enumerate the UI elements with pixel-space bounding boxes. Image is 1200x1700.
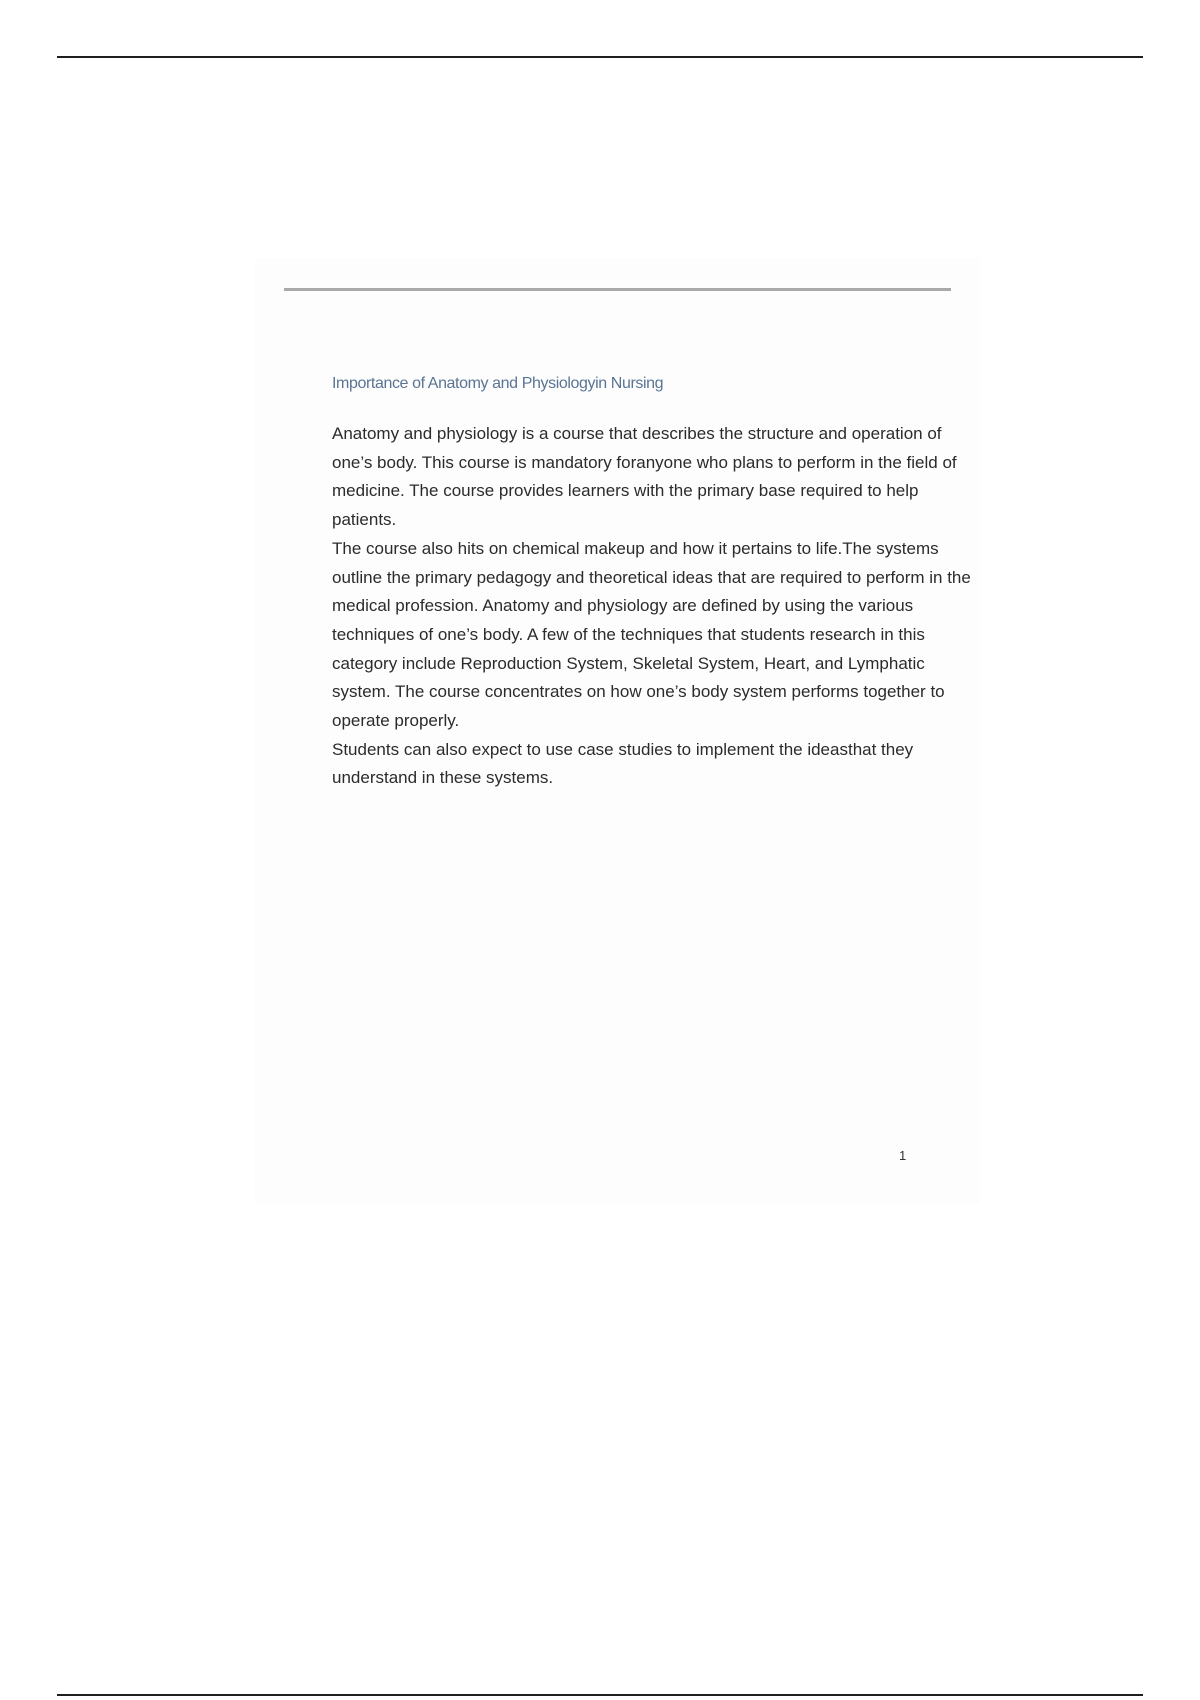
document-body — [332, 420, 972, 793]
bottom-border-line — [57, 1694, 1143, 1696]
document-title: Importance of Anatomy and Physiologyin Nursing — [332, 375, 664, 392]
page-number: 1 — [899, 1148, 907, 1163]
paragraph-3: Students can also expect to use case studies to implement the ideasthat they understand in these systems. — [332, 739, 914, 788]
document-page — [255, 258, 980, 1203]
top-border-line — [57, 56, 1143, 58]
paragraph-1: Anatomy and physiology is a course that describes the structure and operation of one’s body. This course is mandatory foranyone who plans to perform in the field of medicine. The course provides learners with the primary base required to help patients. — [332, 424, 957, 530]
paragraph-2: The course also hits on chemical makeup and how it pertains to life.The systems outline the primary pedagogy and theoretical ideas that are required to perform in the medical profession. Anatomy and physiology are defined by using the various techniques of one’s body. A few of the techniques that students research in this category include Reproduction System, Skeletal System, Heart, and Lymphatic system. The course concentrates on how one’s body system performs together to operate properly. — [332, 538, 971, 731]
page-header-rule — [284, 288, 951, 291]
